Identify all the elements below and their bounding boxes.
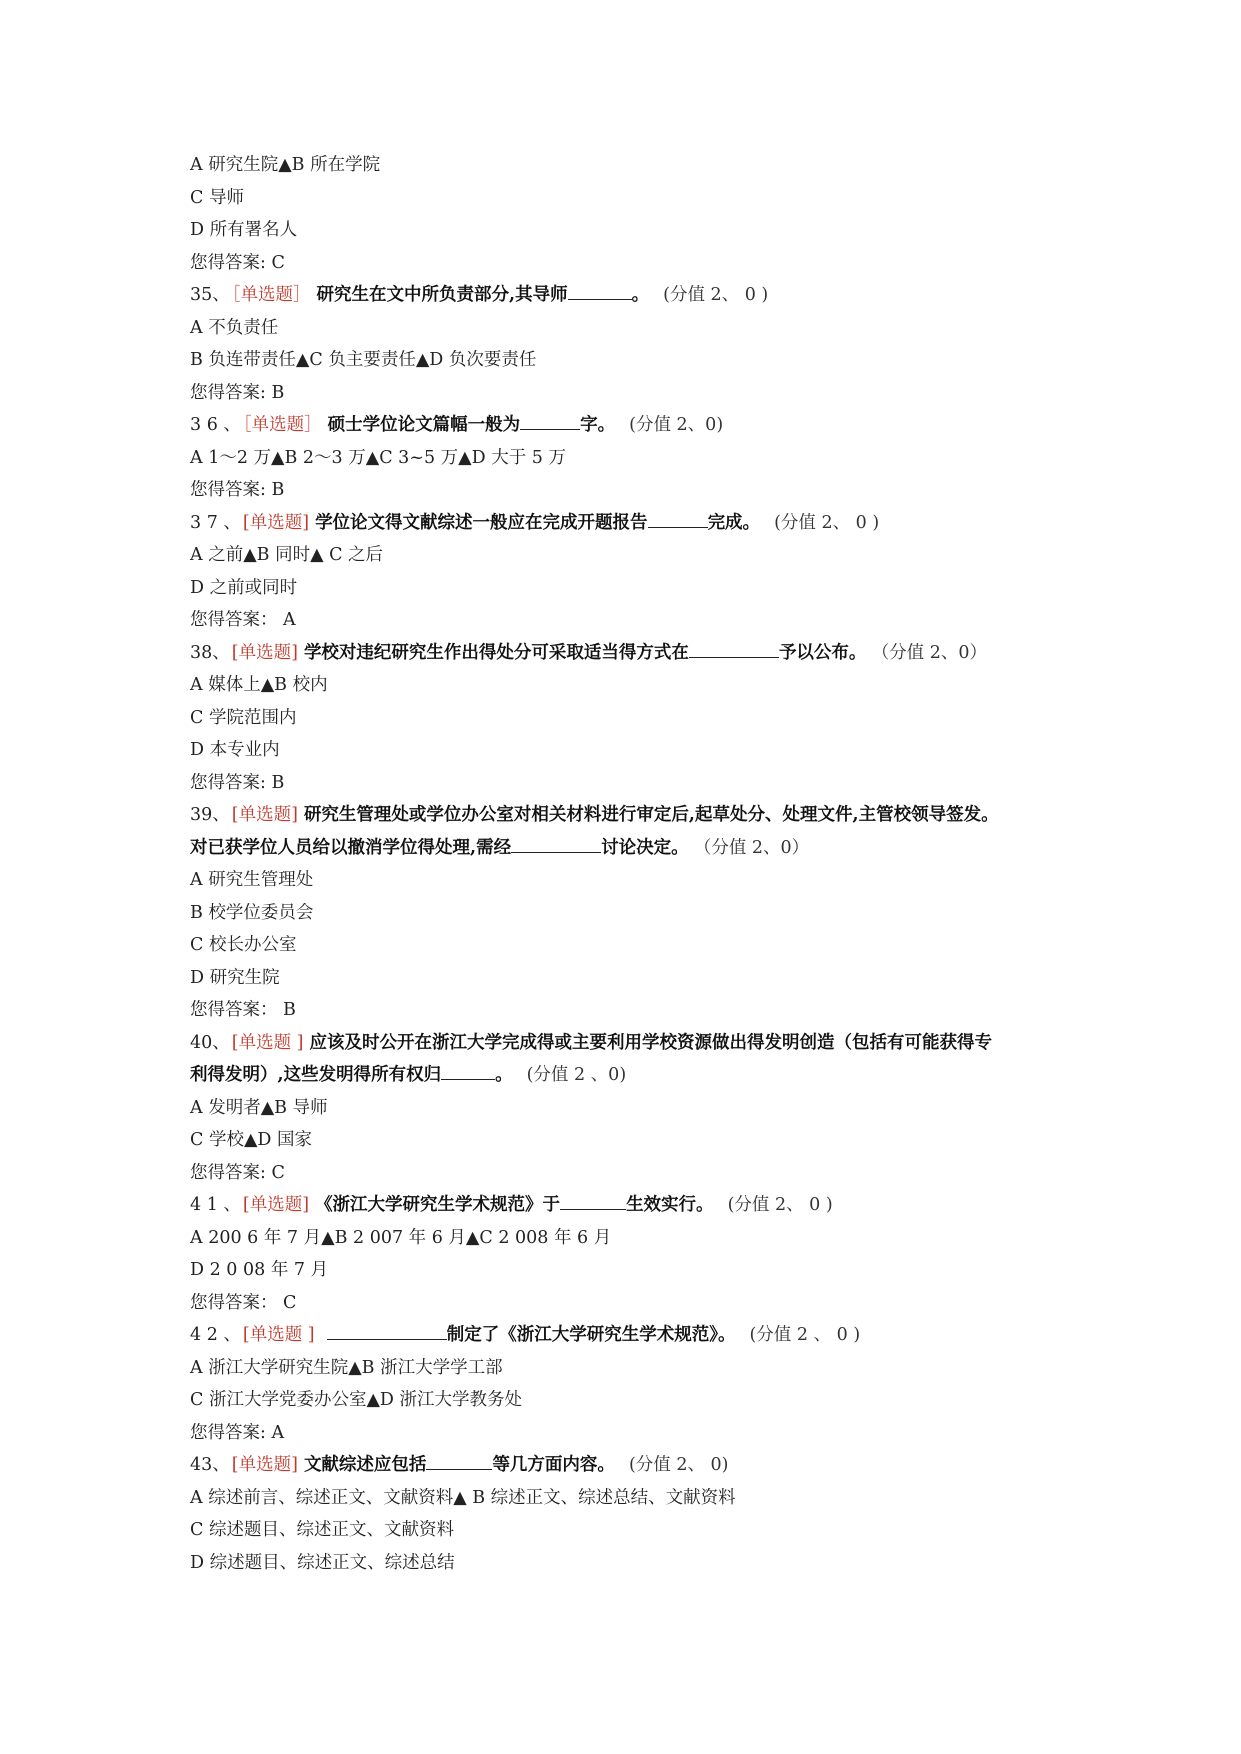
question-stem-end: 制定了《浙江大学研究生学术规范》。 xyxy=(446,1325,736,1345)
option-line: C 导师 xyxy=(190,188,244,208)
option-line: D 所有署名人 xyxy=(190,220,298,240)
option-line: D 综述题目、综述正文、综述总结 xyxy=(190,1553,455,1573)
question-stem-end: 予以公布。 xyxy=(778,643,867,663)
option-line: A 1～2 万▲B 2～3 万▲C 3~5 万▲D 大于 5 万 xyxy=(190,448,566,468)
option-line: A 综述前言、综述正文、文献资料▲ B 综述正文、综述总结、文献资料 xyxy=(190,1488,736,1508)
question-number: 3 7 、 xyxy=(190,513,241,533)
score: (分值 2 、 0 ) xyxy=(749,1325,861,1345)
question-number: 39、 xyxy=(190,805,230,825)
question-43 xyxy=(190,1453,729,1477)
question-stem: 硕士学位论文篇幅一般为 xyxy=(327,415,521,435)
question-40-continued xyxy=(190,1063,626,1087)
question-number: 3 6 、 xyxy=(190,415,241,435)
question-number: 4 2 、 xyxy=(190,1325,241,1345)
question-stem-end: 讨论决定。 xyxy=(601,838,689,858)
option-line: B 校学位委员会 xyxy=(190,903,314,923)
option-line: A 200 6 年 7 月▲B 2 007 年 6 月▲C 2 008 年 6 月 xyxy=(190,1228,612,1248)
question-number: 38、 xyxy=(190,643,230,663)
score: (分值 2、0) xyxy=(629,415,724,435)
score: (分值 2、 0) xyxy=(628,1455,729,1475)
your-answer: 您得答案: B xyxy=(190,383,285,403)
your-answer: 您得答案： C xyxy=(190,1293,297,1313)
your-answer: 您得答案: C xyxy=(190,1163,285,1183)
answer-blank xyxy=(441,1063,495,1080)
question-41 xyxy=(190,1193,833,1217)
question-stem: 学校对违纪研究生作出得处分可采取适当得方式在 xyxy=(303,643,689,663)
option-line: A 媒体上▲B 校内 xyxy=(190,675,328,695)
question-37 xyxy=(190,511,879,535)
answer-blank xyxy=(520,413,580,430)
question-35 xyxy=(190,283,768,307)
question-type-tag: [单选题] xyxy=(231,1455,298,1475)
your-answer: 您得答案： B xyxy=(190,1000,296,1020)
question-stem-end: 完成。 xyxy=(707,513,761,533)
score: (分值 2 、0) xyxy=(526,1065,627,1085)
option-line: D 本专业内 xyxy=(190,740,280,760)
question-type-tag: [单选题] xyxy=(231,643,298,663)
option-line: A 之前▲B 同时▲ C 之后 xyxy=(190,545,384,565)
option-line: C 校长办公室 xyxy=(190,935,297,955)
option-line: C 浙江大学党委办公室▲D 浙江大学教务处 xyxy=(190,1390,523,1410)
option-line: A 研究生管理处 xyxy=(190,870,314,890)
option-line: D 研究生院 xyxy=(190,968,280,988)
option-line: A 研究生院▲B 所在学院 xyxy=(190,155,381,175)
option-line: D 之前或同时 xyxy=(190,578,298,598)
option-line: A 发明者▲B 导师 xyxy=(190,1098,328,1118)
option-line: A 不负责任 xyxy=(190,318,279,338)
question-stem: 应该及时公开在浙江大学完成得或主要利用学校资源做出得发明创造（包括有可能获得专 xyxy=(309,1033,992,1053)
option-line: C 学校▲D 国家 xyxy=(190,1130,313,1150)
answer-blank xyxy=(689,641,779,658)
question-number: 43、 xyxy=(190,1455,230,1475)
your-answer: 您得答案: C xyxy=(190,253,285,273)
question-stem-end: 生效实行。 xyxy=(626,1195,714,1215)
question-number: 40、 xyxy=(190,1033,230,1053)
option-line: C 学院范围内 xyxy=(190,708,297,728)
question-stem-end: 等几方面内容。 xyxy=(492,1455,615,1475)
question-stem: 研究生管理处或学位办公室对相关材料进行审定后,起草处分、处理文件,主管校领导签发。 xyxy=(303,805,999,825)
question-type-tag: [单选题 ] xyxy=(242,1325,315,1345)
question-36 xyxy=(190,413,723,437)
your-answer: 您得答案: A xyxy=(190,1423,285,1443)
question-39 xyxy=(190,803,999,827)
question-stem: 学位论文得文献综述一般应在完成开题报告 xyxy=(315,513,648,533)
option-line: A 浙江大学研究生院▲B 浙江大学学工部 xyxy=(190,1358,503,1378)
score: (分值 2、 0 ) xyxy=(727,1195,833,1215)
your-answer: 您得答案: B xyxy=(190,480,285,500)
question-stem: 《浙江大学研究生学术规范》于 xyxy=(315,1195,561,1215)
score: （分值 2、0） xyxy=(880,643,988,663)
question-stem-end: 。 xyxy=(631,285,650,305)
question-39-continued xyxy=(190,836,809,860)
your-answer: 您得答案: B xyxy=(190,773,285,793)
question-number: 4 1 、 xyxy=(190,1195,241,1215)
answer-blank xyxy=(426,1453,492,1470)
question-stem: 利得发明）,这些发明得所有权归 xyxy=(190,1065,442,1085)
question-stem-end: 字。 xyxy=(580,415,616,435)
question-type-tag: ［单选题］ xyxy=(242,415,322,435)
question-type-tag: [单选题 ] xyxy=(231,1033,304,1053)
answer-blank xyxy=(560,1193,626,1210)
question-stem: 研究生在文中所负责部分,其导师 xyxy=(316,285,568,305)
score: (分值 2、 0 ) xyxy=(663,285,769,305)
question-type-tag: ［单选题］ xyxy=(231,285,311,305)
answer-blank xyxy=(327,1323,447,1340)
question-type-tag: [单选题] xyxy=(242,513,310,533)
question-stem: 文献综述应包括 xyxy=(303,1455,427,1475)
option-line: B 负连带责任▲C 负主要责任▲D 负次要责任 xyxy=(190,350,537,370)
option-line: D 2 0 08 年 7 月 xyxy=(190,1260,329,1280)
question-type-tag: [单选题] xyxy=(242,1195,310,1215)
question-stem: 对已获学位人员给以撤消学位得处理,需经 xyxy=(190,838,512,858)
question-38 xyxy=(190,641,987,665)
question-40 xyxy=(190,1031,992,1055)
question-number: 35、 xyxy=(190,285,230,305)
question-type-tag: [单选题] xyxy=(231,805,298,825)
score: （分值 2、0） xyxy=(702,838,810,858)
option-line: C 综述题目、综述正文、文献资料 xyxy=(190,1520,454,1540)
question-42 xyxy=(190,1323,860,1347)
question-stem-end: 。 xyxy=(495,1065,513,1085)
answer-blank xyxy=(511,836,601,853)
answer-blank xyxy=(648,511,708,528)
your-answer: 您得答案： A xyxy=(190,610,296,630)
answer-blank xyxy=(568,283,632,300)
score: (分值 2、 0 ) xyxy=(774,513,880,533)
